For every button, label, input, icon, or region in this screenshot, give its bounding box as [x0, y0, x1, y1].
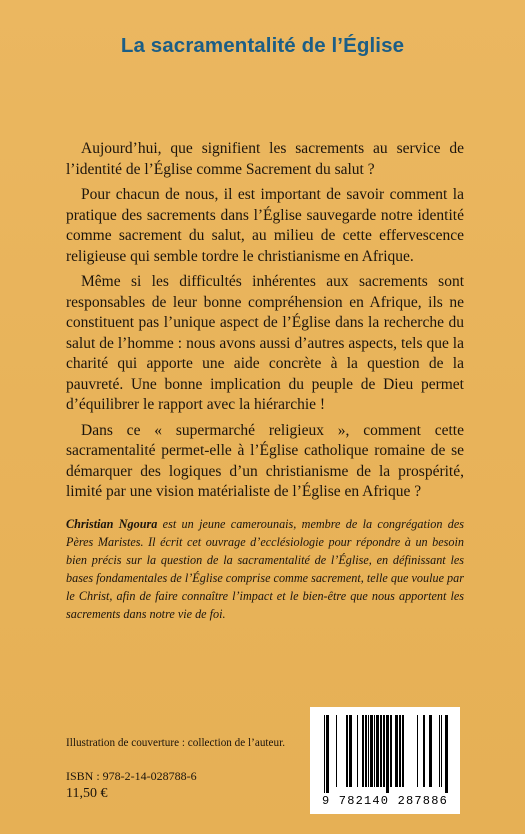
barcode-bar — [326, 715, 329, 793]
barcode-bar — [429, 715, 432, 787]
blurb-paragraph-1: Aujourd’hui, que signifient les sacrements au service de l’identité de l’Église comme Sacrement du salut ? — [66, 140, 464, 178]
barcode-bar — [346, 715, 348, 787]
barcode-bar — [376, 715, 379, 787]
author-bio-text — [66, 515, 464, 623]
barcode — [310, 707, 460, 814]
barcode-bar — [370, 715, 373, 787]
cover-credit: Illustration de couverture : collection de l’auteur. — [66, 737, 286, 749]
barcode-bar — [402, 715, 404, 787]
barcode-bar — [324, 715, 325, 793]
barcode-bar — [439, 715, 440, 787]
barcode-bar — [336, 715, 337, 787]
barcode-bars — [310, 707, 460, 793]
author-name: Christian Ngoura — [66, 517, 158, 531]
author-bio-body: est un jeune camerounais, membre de la congrégation des Pères Maristes. Il écrit cet ouvrage d’ecclésiologie pour répondre à un besoin bien précis sur la question de la sacramentalité de l’Église, en définissant les bases fondamentales de l’Église comprise comme sacrement, telle que voulue par le Christ, afin de faire connaître l’impact et le bien-être que nous apportent les sacrements dans notre vie de foi. — [66, 517, 464, 621]
blurb-paragraph-3: Même si les difficultés inhérentes aux sacrements sont responsables de leur bonne compréhension en Afrique, ils ne constituent pas l’unique aspect de l’Église dans la recherche du salut de l’homme : nous avons aussi d’autres aspects, tels que la charité qui apporte une aide concrète à la question de la pauvreté. Une bonne implication du peuple de Dieu permet d’équilibrer le rapport avec la hiérarchie ! — [66, 273, 464, 413]
blurb-paragraph-2: Pour chacun de nous, il est important de savoir comment la pratique des sacrements dans l’Église sauvegarde notre identité comme sacrement du salut, au milieu de cette effervescence religieuse qui semble tordre le christianisme en Afrique. — [66, 186, 464, 265]
barcode-bar — [423, 715, 425, 787]
barcode-bar — [374, 715, 375, 787]
barcode-bar — [395, 715, 398, 787]
barcode-bar — [386, 715, 389, 793]
barcode-bar — [362, 715, 364, 787]
barcode-bar — [368, 715, 369, 787]
blurb — [66, 139, 464, 508]
book-title: La sacramentalité de l’Église — [120, 34, 405, 57]
barcode-bar — [441, 715, 442, 787]
blurb-paragraph-4: Dans ce « supermarché religieux », comment cette sacramentalité permet-elle à l’Église catholique romaine de se démarquer des logiques d’un christianisme de la prospérité, limité par une vision matérialiste de l’Église en Afrique ? — [66, 421, 464, 500]
barcode-bar — [417, 715, 418, 787]
barcode-bar — [445, 715, 448, 793]
isbn: ISBN : 978-2-14-028788-6 — [66, 769, 197, 783]
barcode-bar — [383, 715, 385, 787]
barcode-bar — [390, 715, 392, 787]
barcode-digits: 9 782140 287886 — [321, 794, 449, 808]
barcode-bar — [349, 715, 352, 787]
barcode-bar — [365, 715, 367, 787]
price: 11,50 € — [66, 786, 108, 801]
barcode-bar — [399, 715, 401, 787]
author-bio — [66, 515, 464, 623]
barcode-bar — [357, 715, 358, 787]
barcode-bar — [380, 715, 382, 787]
